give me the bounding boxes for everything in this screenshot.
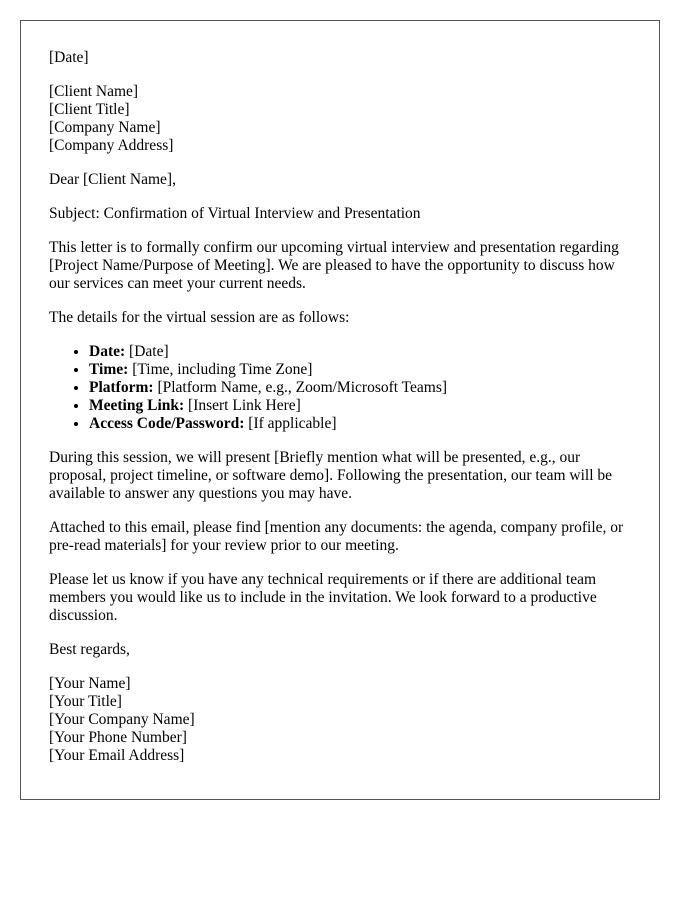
detail-value: [Date] [125,343,169,360]
detail-label: Access Code/Password: [89,415,245,432]
detail-value: [Time, including Time Zone] [128,361,313,378]
detail-label: Date: [89,343,126,360]
intro-paragraph: This letter is to formally confirm our upcoming virtual interview and presentation regarding [Project Name/Purpose of Meeting]. We are pleased to have the opportunity to discuss how our services can meet your current needs. [49,239,619,292]
recipient-name: [Client Name] [49,83,139,100]
sender-name: [Your Name] [49,675,131,692]
detail-value: [Platform Name, e.g., Zoom/Microsoft Teams] [153,379,448,396]
sender-title: [Your Title] [49,693,122,710]
subject-line: Subject: Confirmation of Virtual Interview and Presentation [49,205,421,222]
sender-company: [Your Company Name] [49,711,195,728]
details-list [49,343,631,433]
sender-phone: [Your Phone Number] [49,729,187,746]
detail-label: Meeting Link: [89,397,185,414]
letter [20,20,660,800]
recipient-company: [Company Name] [49,119,161,136]
letter-date: [Date] [49,49,89,66]
salutation: Dear [Client Name], [49,171,176,188]
detail-item-time [89,361,631,379]
sender-block [49,675,631,765]
attachments-paragraph: Attached to this email, please find [mention any documents: the agenda, company profile, or pre-read materials] for your review prior to our meeting. [49,519,624,554]
detail-value: [Insert Link Here] [184,397,301,414]
detail-label: Time: [89,361,129,378]
detail-value: [If applicable] [244,415,337,432]
detail-item-access-code [89,415,631,433]
session-paragraph: During this session, we will present [Briefly mention what will be presented, e.g., our proposal, project timeline, or software demo]. Following the presentation, our team will be available to answer any questions you may have. [49,449,613,502]
detail-item-platform [89,379,631,397]
recipient-title: [Client Title] [49,101,130,118]
recipient-address: [Company Address] [49,137,174,154]
sender-email: [Your Email Address] [49,747,185,764]
detail-label: Platform: [89,379,154,396]
signoff: Best regards, [49,641,130,658]
detail-item-meeting-link [89,397,631,415]
recipient-block [49,83,631,155]
closing-paragraph: Please let us know if you have any technical requirements or if there are additional team members you would like us to include in the invitation. We look forward to a productive discussion. [49,571,597,624]
detail-item-date [89,343,631,361]
details-intro: The details for the virtual session are as follows: [49,309,350,326]
